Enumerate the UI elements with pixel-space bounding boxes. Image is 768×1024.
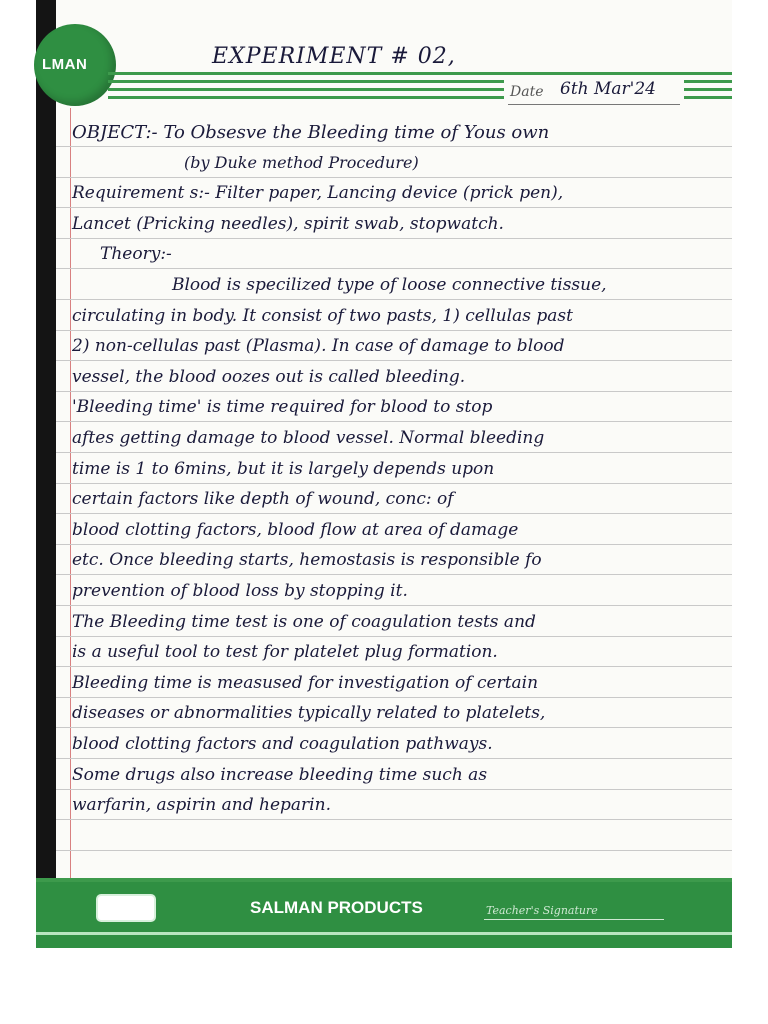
text-line: Theory:- (100, 244, 172, 264)
ruled-line (56, 758, 732, 759)
text-line: vessel, the blood oozes out is called bleeding. (72, 367, 466, 387)
ruled-line (56, 391, 732, 392)
ruled-line (56, 238, 732, 239)
text-line: 2) non-cellulas past (Plasma). In case of damage to blood (72, 336, 565, 356)
ruled-line (56, 789, 732, 790)
text-line: The Bleeding time test is one of coagulation tests and (72, 612, 536, 632)
margin-line (70, 108, 71, 878)
ruled-line (56, 697, 732, 698)
date-label: Date (510, 84, 544, 100)
ruled-line (56, 727, 732, 728)
text-line: time is 1 to 6mins, but it is largely depends upon (72, 459, 495, 479)
text-line: aftes getting damage to blood vessel. Normal bleeding (72, 428, 545, 448)
text-line: Lancet (Pricking needles), spirit swab, stopwatch. (72, 214, 504, 234)
ruled-line (56, 421, 732, 422)
ruled-line (56, 268, 732, 269)
text-line: OBJECT:- To Obsesve the Bleeding time of Yous own (72, 122, 550, 143)
text-line: blood clotting factors, blood flow at area of damage (72, 520, 519, 540)
text-line: etc. Once bleeding starts, hemostasis is responsible fo (72, 550, 542, 570)
ruled-line (56, 850, 732, 851)
brand-logo-text: LMAN (42, 56, 88, 73)
ruled-line (56, 146, 732, 147)
text-line: certain factors like depth of wound, conc: of (72, 489, 454, 509)
date-value: 6th Mar'24 (560, 79, 656, 99)
text-line: blood clotting factors and coagulation pathways. (72, 734, 493, 754)
brand-logo (34, 24, 116, 106)
ruled-line (56, 636, 732, 637)
page-heading: EXPERIMENT # 02, (212, 44, 456, 69)
footer-brand: SALMAN PRODUCTS (250, 898, 423, 917)
ruled-line (56, 330, 732, 331)
footer-label-box (96, 894, 156, 922)
ruled-line (56, 819, 732, 820)
text-line: prevention of blood loss by stopping it. (72, 581, 408, 601)
ruled-line (56, 299, 732, 300)
text-line: Blood is specilized type of loose connective tissue, (172, 275, 607, 295)
teacher-signature-label: Teacher's Signature (486, 904, 598, 917)
ruled-line (56, 360, 732, 361)
text-line: 'Bleeding time' is time required for blood to stop (72, 397, 493, 417)
signature-line (484, 919, 664, 920)
text-line: circulating in body. It consist of two pasts, 1) cellulas past (72, 306, 573, 326)
ruled-line (56, 177, 732, 178)
ruled-line (56, 544, 732, 545)
text-line: Some drugs also increase bleeding time such as (72, 765, 488, 785)
text-line: warfarin, aspirin and heparin. (72, 795, 331, 815)
ruled-line (56, 483, 732, 484)
ruled-line (56, 666, 732, 667)
footer-stripe (36, 932, 732, 935)
ruled-line (56, 574, 732, 575)
text-line: diseases or abnormalities typically related to platelets, (72, 703, 546, 723)
ruled-line (56, 513, 732, 514)
ruled-line (56, 452, 732, 453)
ruled-line (56, 605, 732, 606)
date-underline (508, 104, 680, 105)
text-line: Requirement s:- Filter paper, Lancing device (prick pen), (72, 183, 564, 203)
text-line: is a useful tool to test for platelet plug formation. (72, 642, 498, 662)
notebook-binding (36, 0, 56, 948)
ruled-line (56, 207, 732, 208)
text-line: (by Duke method Procedure) (184, 153, 419, 172)
text-line: Bleeding time is measused for investigation of certain (72, 673, 539, 693)
